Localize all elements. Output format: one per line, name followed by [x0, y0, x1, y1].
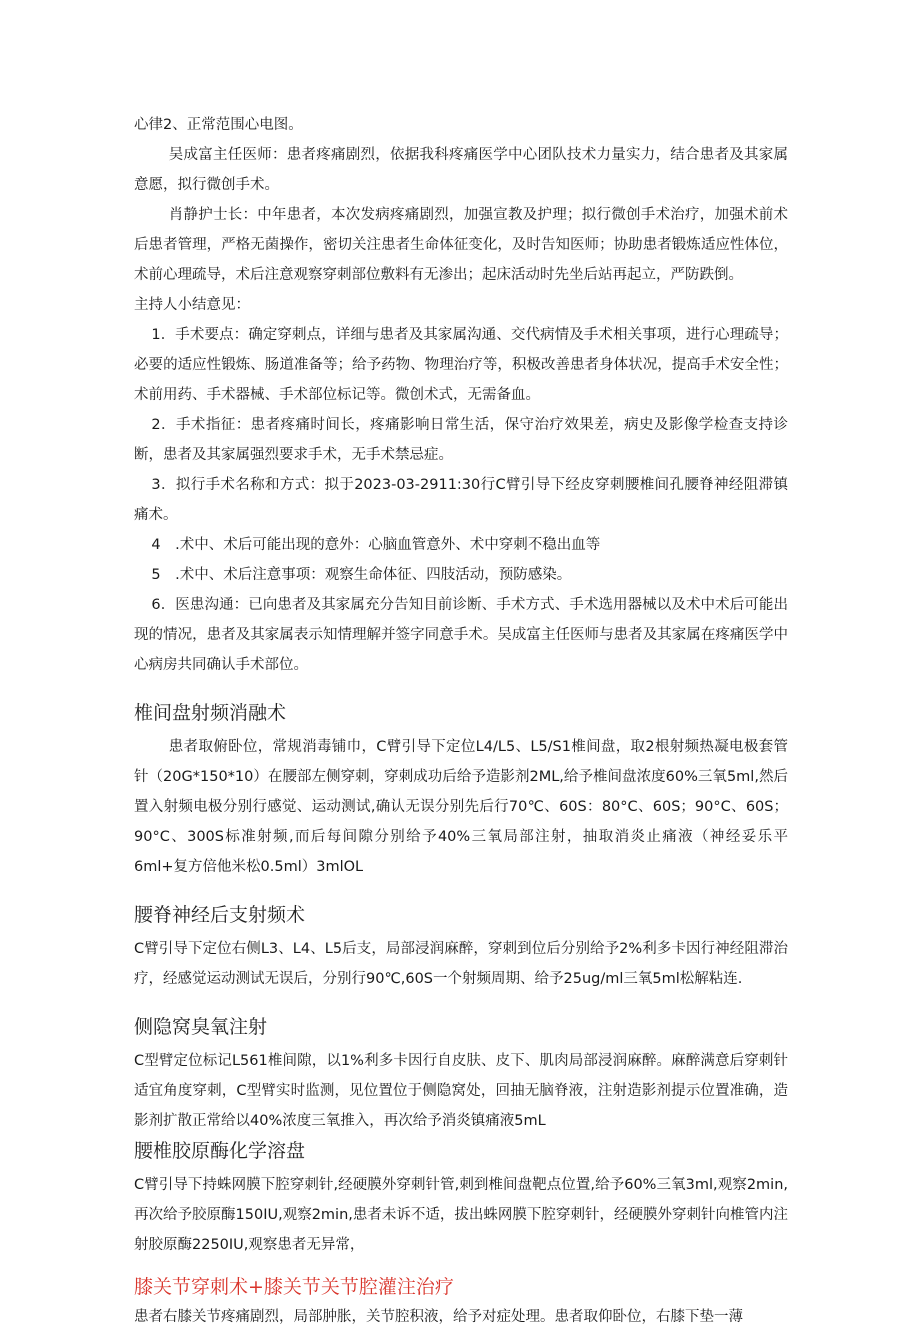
summary-item-6: 6．医患沟通：已向患者及其家属充分告知目前诊断、手术方式、手术选用器械以及术中术后可能出现的情况，患者及其家属表示知情理解并签字同意手术。吴成富主任医师与患者及其家属在疼痛医学中心病房共同确认手术部位。: [134, 597, 788, 673]
section-body-knee-puncture: 患者右膝关节疼痛剧烈，局部肿胀，关节腔积液，给予对症处理。患者取仰卧位，右膝下垫一薄: [134, 1309, 743, 1325]
opinion-head-nurse: 肖静护士长：中年患者，本次发病疼痛剧烈，加强宣教及护理；拟行微创手术治疗，加强术前术后患者管理，严格无菌操作，密切关注患者生命体征变化，及时告知医师；协助患者锻炼适应性体位，术前心理疏导，术后注意观察穿刺部位敷料有无渗出；起床活动时先坐后站再起立，严防跌倒。: [134, 207, 788, 283]
intro-line: 心律2、正常范围心电图。: [134, 117, 303, 133]
section-body-disc-rf-ablation: 患者取俯卧位，常规消毒铺巾，C臂引导下定位L4/L5、L5/S1椎间盘，取2根射频热凝电极套管针（20G*150*10）在腰部左侧穿刺，穿刺成功后给予造影剂2ML,给予椎间盘浓度60%三氧5ml,然后置入射频电极分别行感觉、运动测试,确认无误分别先后行70℃、60S：80°C、60S；90°C、60S；90°C、300S标准射频,而后每间隙分别给予40%三氧局部注射，抽取消炎止痛液（神经妥乐平6ml+复方倍他米松0.5ml）3mlOL: [134, 739, 788, 875]
section-body-lateral-recess-ozone: C型臂定位标记L561椎间隙，以1%利多卡因行自皮肤、皮下、肌肉局部浸润麻醉。麻醉满意后穿刺针适宜角度穿刺，C型臂实时监测，见位置位于侧隐窝处，回抽无脑脊液，注射造影剂提示位置准确，造影剂扩散正常给以40%浓度三氧推入，再次给予消炎镇痛液5mL: [134, 1053, 788, 1129]
section-heading-collagenase-chemonucleolysis: 腰椎胶原酶化学溶盘: [134, 1140, 306, 1162]
section-heading-knee-puncture: 膝关节穿刺术+膝关节关节腔灌注治疗: [134, 1276, 454, 1298]
section-body-collagenase-chemonucleolysis: C臂引导下持蛛网膜下腔穿刺针,经硬膜外穿刺针管,刺到椎间盘靶点位置,给予60%三氧3ml,观察2min,再次给予胶原酶150IU,观察2min,患者未诉不适，拔出蛛网膜下腔穿刺针，经硬膜外穿刺针向椎管内注射胶原酶2250IU,观察患者无异常，: [134, 1177, 788, 1253]
opinion-director: 吴成富主任医师：患者疼痛剧烈，依据我科疼痛医学中心团队技术力量实力，结合患者及其家属意愿，拟行微创手术。: [134, 147, 788, 193]
section-heading-lateral-recess-ozone: 侧隐窝臭氧注射: [134, 1016, 268, 1038]
section-heading-posterior-branch-rf: 腰脊神经后支射频术: [134, 904, 306, 926]
section-body-posterior-branch-rf: C臂引导下定位右侧L3、L4、L5后支，局部浸润麻醉，穿刺到位后分别给予2%利多卡因行神经阻滞治疗，经感觉运动测试无误后，分别行90℃,60S一个射频周期、给予25ug/ml三氧5ml松解粘连.: [134, 941, 788, 987]
summary-item-5: 5 .术中、术后注意事项：观察生命体征、四肢活动，预防感染。: [151, 567, 572, 583]
section-heading-disc-rf-ablation: 椎间盘射频消融术: [134, 702, 287, 724]
summary-item-3: 3．拟行手术名称和方式：拟于2023-03-2911:30行C臂引导下经皮穿刺腰椎间孔腰脊神经阻滞镇痛术。: [134, 477, 788, 523]
summary-item-2: 2．手术指征：患者疼痛时间长，疼痛影响日常生活，保守治疗效果差，病史及影像学检查支持诊断，患者及其家属强烈要求手术，无手术禁忌症。: [134, 417, 788, 463]
document-content: [134, 110, 788, 1332]
summary-title: 主持人小结意见：: [134, 297, 250, 313]
summary-item-4: 4 .术中、术后可能出现的意外：心脑血管意外、术中穿刺不稳出血等: [151, 537, 601, 553]
summary-item-1: 1．手术要点：确定穿刺点，详细与患者及其家属沟通、交代病情及手术相关事项，进行心理疏导；必要的适应性锻炼、肠道准备等；给予药物、物理治疗等，积极改善患者身体状况，提高手术安全性；术前用药、手术器械、手术部位标记等。微创术式，无需备血。: [134, 327, 788, 403]
